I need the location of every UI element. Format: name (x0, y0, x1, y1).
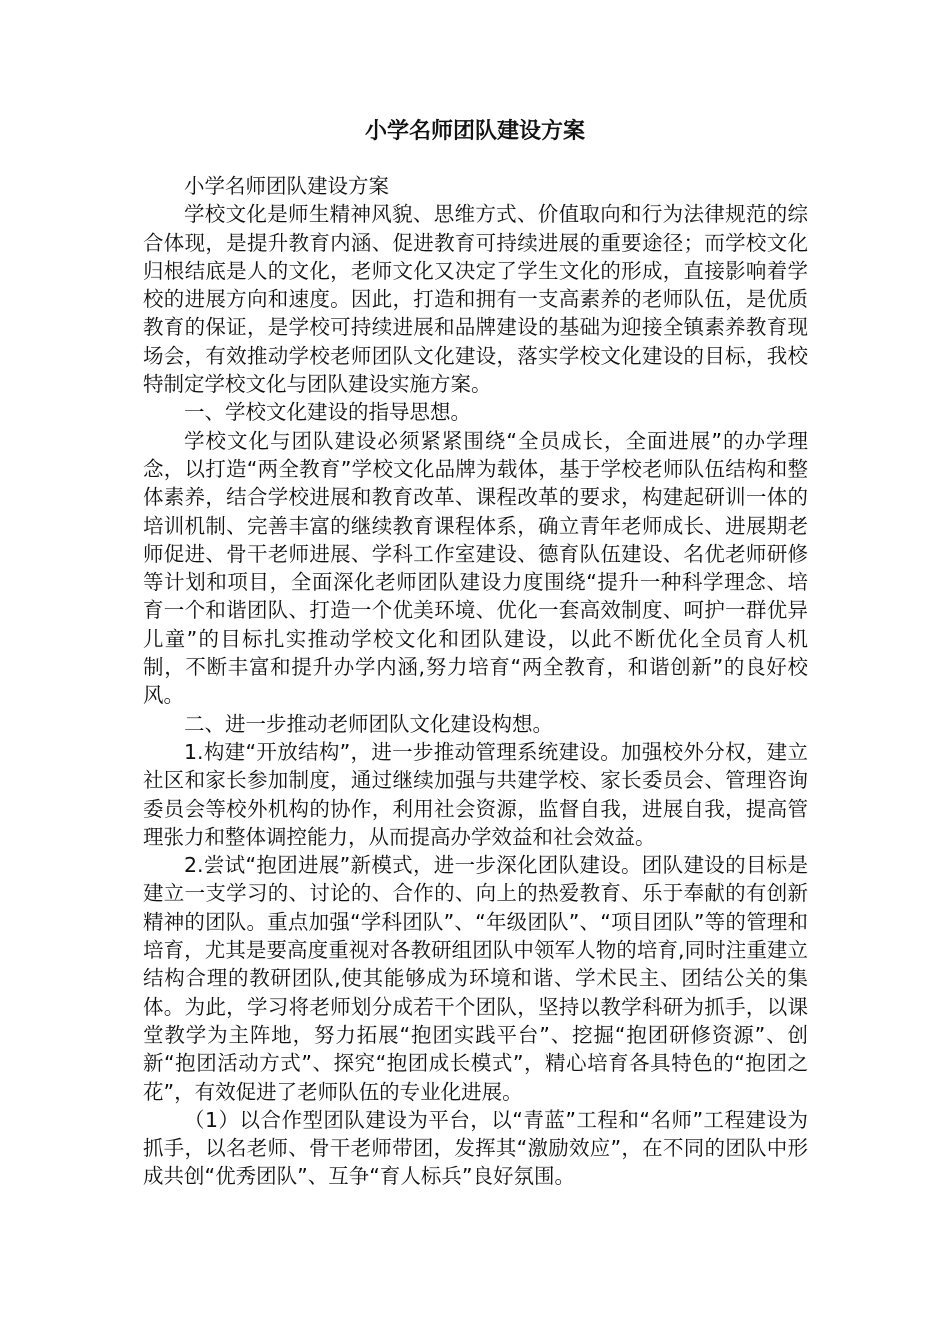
paragraph-item-2: 2.尝试“抱团进展”新模式，进一步深化团队建设。团队建设的目标是建立一支学习的、讨论的、合作的、向上的热爱教育、乐于奉献的有创新精神的团队。重点加强“学科团队”、“年级团队”、“项目团队”等的管理和培育，尤其是要高度重视对各教研组团队中领军人物的培育,同时注重建立结构合理的教研团队,使其能够成为环境和谐、学术民主、团结公关的集体。为此，学习将老师划分成若干个团队，坚持以教学科研为抓手，以课堂教学为主阵地，努力拓展“抱团实践平台”、挖掘“抱团研修资源”、创新“抱团活动方式”、探究“抱团成长模式”，精心培育各具特色的“抱团之花”，有效促进了老师队伍的专业化进展。 (143, 853, 808, 1104)
paragraph-item-1: 1.构建“开放结构”，进一步推动管理系统建设。加强校外分权，建立社区和家长参加制度，通过继续加强与共建学校、家长委员会、管理咨询委员会等校外机构的协作，利用社会资源，监督自我，进展自我，提高管理张力和整体调控能力，从而提高办学效益和社会效益。 (143, 739, 808, 849)
paragraph-subtitle: 小学名师团队建设方案 (184, 174, 389, 198)
document-body (143, 172, 808, 1191)
section-heading-2: 二、进一步推动老师团队文化建设构想。 (184, 711, 553, 736)
paragraph-guiding-ideas: 学校文化与团队建设必须紧紧围绕“全员成长，全面进展”的办学理念，以打造“两全教育”学校文化品牌为载体，基于学校老师队伍结构和整体素养，结合学校进展和教育改革、课程改革的要求，构建起研训一体的培训机制、完善丰富的继续教育课程体系，确立青年老师成长、进展期老师促进、骨干老师进展、学科工作室建设、德育队伍建设、名优老师研修等计划和项目，全面深化老师团队建设力度围绕“提升一种科学理念、培育一个和谐团队、打造一个优美环境、优化一套高效制度、呵护一群优异儿童”的目标扎实推动学校文化和团队建设，以此不断优化全员育人机制，不断丰富和提升办学内涵,努力培育“两全教育，和谐创新”的良好校风。 (143, 428, 808, 708)
paragraph-intro: 学校文化是师生精神风貌、思维方式、价值取向和行为法律规范的综合体现，是提升教育内涵、促进教育可持续进展的重要途径；而学校文化归根结底是人的文化，老师文化又决定了学生文化的形成，直接影响着学校的进展方向和速度。因此，打造和拥有一支高素养的老师队伍，是优质教育的保证，是学校可持续进展和品牌建设的基础为迎接全镇素养教育现场会，有效推动学校老师团队文化建设，落实学校文化建设的目标，我校特制定学校文化与团队建设实施方案。 (143, 202, 808, 397)
paragraph-subitem-1: （1）以合作型团队建设为平台，以“青蓝”工程和“名师”工程建设为抓手，以名老师、骨干老师带团，发挥其“激励效应”，在不同的团队中形成共创“优秀团队”、互争“育人标兵”良好氛围。 (143, 1107, 808, 1189)
document-title: 小学名师团队建设方案 (364, 119, 585, 144)
section-heading-1: 一、学校文化建设的指导思想。 (184, 400, 471, 425)
